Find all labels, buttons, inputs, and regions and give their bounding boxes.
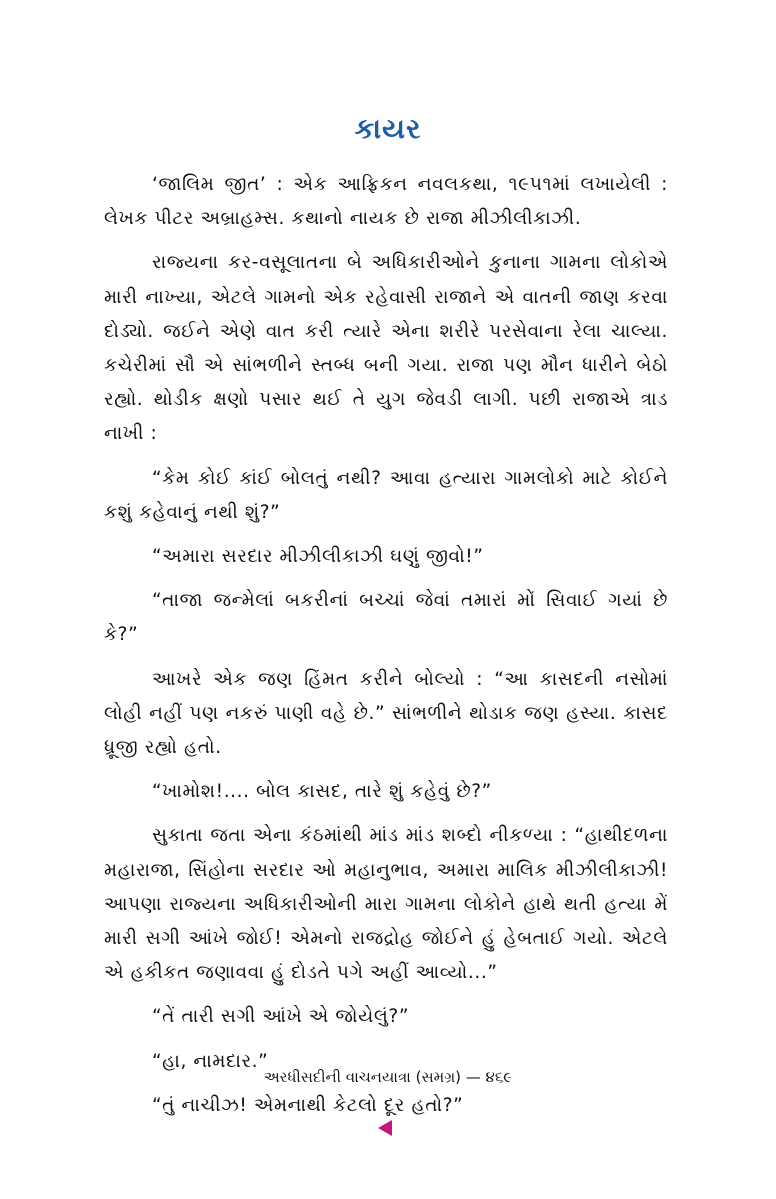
paragraph-6: આખરે એક જણ હિંમત કરીને બોલ્યો : “આ કાસદની નસોમાં લોહી નહીં પણ નકરું પાણી વહે છે.” સાંભળીને થોડાક જણ હસ્યા. કાસદ ધ્રૂજી રહ્યો હતો. [104,668,668,759]
paragraph-2: રાજ્યના કર-વસૂલાતના બે અધિકારીઓને કુનાના ગામના લોકોએ મારી નાખ્યા, એટલે ગામનો એક રહેવાસી રાજાને એ વાતની જાણ કરવા દોડ્યો. જઈને એણે વાત કરી ત્યારે એના શરીરે પરસેવાના રેલા ચાલ્યા. કચેરીમાં સૌ એ સાંભળીને સ્તબ્ધ બની ગયા. રાજા પણ મૌન ધારીને બેઠો રહ્યો. થોડીક ક્ષણો પસાર થઈ તે યુગ જેવડી લાગી. પછી રાજાએ ત્રાડ નાખી : [104,252,668,445]
paragraph-1: ‘જાલિમ જીત’ : એક આફ્રિકન નવલકથા, ૧૯૫૧માં લખાયેલી : લેખક પીટર અબ્રાહમ્સ. કથાનો નાયક છે રાજા મીઝીલીકાઝી. [104,174,668,230]
paragraph-5: “તાજા જન્મેલાં બકરીનાં બચ્ચાં જેવાં તમારાં મોં સિવાઈ ગયાં છે કે?” [104,590,668,646]
page-footer: અરધીસદીની વાચનયાત્રા (સમગ્ર) — ૪૬૯ [263,1068,513,1086]
page-title: કાયર [354,112,422,145]
paragraph-3: “કેમ કોઈ કાંઈ બોલતું નથી? આવા હત્યારા ગામલોકો માટે કોઈને કશું કહેવાનું નથી શું?” [104,467,668,523]
story-body [104,168,668,1133]
previous-page-icon[interactable] [378,1120,392,1136]
paragraph-9: “તેં તારી સગી આંખે એ જોયેલું?” [152,1006,410,1028]
paragraph-4: “અમારા સરદાર મીઝીલીકાઝી ઘણું જીવો!” [152,546,484,568]
paragraph-10: “હા, નામદાર.” [152,1050,269,1072]
paragraph-8: સુકાતા જતા એના કંઠમાંથી માંડ માંડ શબ્દો નીકળ્યા : “હાથીદળના મહારાજા, સિંહોના સરદાર ઓ મહાનુભાવ, અમારા માલિક મીઝીલીકાઝી! આપણા રાજ્યના અધિકારીઓની મારા ગામના લોકોને હાથે થતી હત્યા મેં મારી સગી આંખે જોઈ! એમનો રાજદ્રોહ જોઈને હું હેબતાઈ ગયો. એટલે એ હકીકત જણાવવા હું દોડતે પગે અહીં આવ્યો...” [104,825,668,984]
paragraph-7: “ખામોશ!.... બોલ કાસદ, તારે શું કહેવું છે?” [152,781,492,803]
paragraph-11: “તું નાચીઝ! એમનાથી કેટલો દૂર હતો?” [152,1094,464,1116]
